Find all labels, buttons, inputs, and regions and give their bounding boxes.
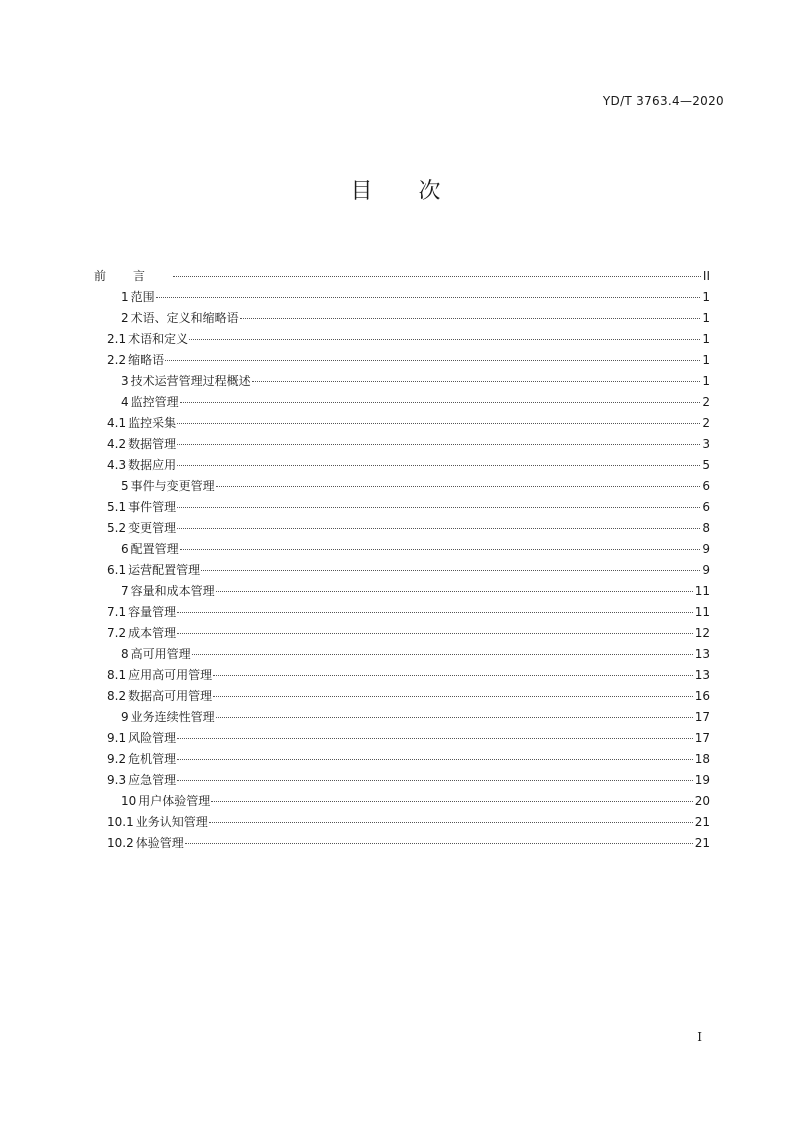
toc-entry[interactable] <box>94 686 710 707</box>
toc-leader-dots <box>177 507 700 508</box>
toc-entry-title <box>94 266 172 287</box>
toc-entry-label: 变更管理 <box>128 521 177 535</box>
toc-entry-number: 1 <box>121 290 129 304</box>
toc-entry-number: 5 <box>121 479 129 493</box>
toc-leader-dots <box>177 612 693 613</box>
toc-entry-title <box>121 644 191 665</box>
toc-entry-label: 前言 <box>94 269 173 283</box>
toc-entry-number: 7.2 <box>107 626 127 640</box>
toc-entry-page: 1 <box>702 374 710 388</box>
toc-entry-label: 监控采集 <box>128 416 177 430</box>
toc-entry-number: 6.1 <box>107 563 127 577</box>
toc-entry-label: 用户体验管理 <box>138 794 211 808</box>
toc-entry-number: 4.1 <box>107 416 127 430</box>
toc-entry-title <box>107 497 176 518</box>
toc-leader-dots <box>177 423 700 424</box>
toc-entry[interactable] <box>94 770 710 791</box>
toc-leader-dots <box>165 360 700 361</box>
toc-entry-label: 风险管理 <box>128 731 177 745</box>
toc-entry-number: 9.3 <box>107 773 127 787</box>
toc-entry-label: 技术运营管理过程概述 <box>130 374 251 388</box>
toc-entry-page: 19 <box>694 773 710 787</box>
toc-entry-label: 监控管理 <box>130 395 179 409</box>
toc-entry-title <box>107 833 184 854</box>
toc-entry-page: 1 <box>702 353 710 367</box>
toc-entry-title <box>107 749 176 770</box>
toc-leader-dots <box>213 675 693 676</box>
toc-entry[interactable] <box>94 287 710 308</box>
toc-entry-title <box>107 350 164 371</box>
toc-entry-page: 17 <box>694 731 710 745</box>
page-title <box>0 174 793 205</box>
toc-entry[interactable] <box>94 749 710 770</box>
toc-entry-label: 范围 <box>130 290 155 304</box>
toc-entry[interactable] <box>94 644 710 665</box>
toc-entry-title <box>121 308 239 329</box>
toc-entry-page: 11 <box>694 605 710 619</box>
toc-leader-dots <box>252 381 701 382</box>
toc-entry-number: 3 <box>121 374 129 388</box>
toc-entry-title <box>121 287 155 308</box>
toc-entry-page: 6 <box>702 479 710 493</box>
toc-leader-dots <box>177 633 693 634</box>
toc-entry-page: 17 <box>694 710 710 724</box>
toc-leader-dots <box>156 297 701 298</box>
toc-entry-page: 21 <box>694 815 710 829</box>
toc-entry-number: 10.2 <box>107 836 134 850</box>
toc-entry[interactable] <box>94 455 710 476</box>
toc-entry-page: 1 <box>702 332 710 346</box>
toc-entry-number: 4.2 <box>107 437 127 451</box>
toc-entry[interactable] <box>94 728 710 749</box>
toc-leader-dots <box>216 591 693 592</box>
toc-entry-page: 1 <box>702 311 710 325</box>
toc-entry[interactable] <box>94 266 710 287</box>
toc-entry-label: 事件与变更管理 <box>130 479 215 493</box>
toc-leader-dots <box>180 549 701 550</box>
toc-entry-page: 12 <box>694 626 710 640</box>
toc-entry-label: 高可用管理 <box>130 647 191 661</box>
table-of-contents <box>94 266 710 854</box>
toc-entry-number: 7.1 <box>107 605 127 619</box>
toc-entry-title <box>107 518 176 539</box>
toc-entry-number: 2.2 <box>107 353 127 367</box>
toc-entry-page: 9 <box>702 563 710 577</box>
toc-entry-label: 体验管理 <box>135 836 184 850</box>
toc-leader-dots <box>180 402 701 403</box>
toc-entry[interactable] <box>94 560 710 581</box>
toc-entry-title <box>107 686 212 707</box>
toc-entry[interactable] <box>94 539 710 560</box>
toc-entry-page: 11 <box>694 584 710 598</box>
toc-entry-page: 3 <box>702 437 710 451</box>
toc-entry-number: 8.2 <box>107 689 127 703</box>
toc-entry-label: 应急管理 <box>128 773 177 787</box>
toc-entry-title <box>121 392 179 413</box>
toc-entry-page: 2 <box>702 395 710 409</box>
toc-leader-dots <box>211 801 692 802</box>
toc-leader-dots <box>177 528 700 529</box>
toc-leader-dots <box>209 822 693 823</box>
toc-entry-number: 4.3 <box>107 458 127 472</box>
toc-entry-number: 8 <box>121 647 129 661</box>
page-number: I <box>697 1030 702 1044</box>
toc-entry-number: 5.2 <box>107 521 127 535</box>
toc-entry-number: 9 <box>121 710 129 724</box>
toc-leader-dots <box>173 276 701 277</box>
toc-entry-number: 10 <box>121 794 137 808</box>
toc-leader-dots <box>240 318 701 319</box>
toc-entry-title <box>107 329 188 350</box>
toc-entry[interactable] <box>94 812 710 833</box>
toc-entry-page: 8 <box>702 521 710 535</box>
toc-entry[interactable] <box>94 791 710 812</box>
toc-entry-page: 20 <box>694 794 710 808</box>
toc-entry-label: 配置管理 <box>130 542 179 556</box>
toc-leader-dots <box>216 486 701 487</box>
toc-entry-page: 13 <box>694 647 710 661</box>
toc-entry-label: 数据应用 <box>128 458 177 472</box>
toc-entry[interactable] <box>94 434 710 455</box>
page-title-char-1: 目 <box>350 179 375 204</box>
toc-entry[interactable] <box>94 497 710 518</box>
toc-entry-label: 业务连续性管理 <box>130 710 215 724</box>
toc-entry-title <box>121 791 210 812</box>
toc-entry-number: 7 <box>121 584 129 598</box>
toc-entry-page: 5 <box>702 458 710 472</box>
toc-leader-dots <box>177 738 693 739</box>
toc-entry-title <box>121 371 251 392</box>
toc-entry-title <box>121 476 215 497</box>
toc-leader-dots <box>177 759 693 760</box>
toc-entry-label: 缩略语 <box>128 353 165 367</box>
toc-entry-label: 术语、定义和缩略语 <box>130 311 239 325</box>
toc-entry[interactable] <box>94 476 710 497</box>
toc-entry-title <box>121 581 215 602</box>
toc-leader-dots <box>185 843 693 844</box>
toc-entry-title <box>107 602 176 623</box>
toc-entry[interactable] <box>94 308 710 329</box>
toc-entry-page: 1 <box>702 290 710 304</box>
toc-entry-page: 13 <box>694 668 710 682</box>
toc-entry[interactable] <box>94 371 710 392</box>
toc-entry[interactable] <box>94 413 710 434</box>
toc-entry-number: 4 <box>121 395 129 409</box>
toc-entry[interactable] <box>94 581 710 602</box>
toc-entry-label: 容量和成本管理 <box>130 584 215 598</box>
toc-entry-number: 9.1 <box>107 731 127 745</box>
toc-entry-label: 术语和定义 <box>128 332 189 346</box>
toc-entry-page: II <box>702 269 710 283</box>
toc-entry-label: 危机管理 <box>128 752 177 766</box>
toc-entry[interactable] <box>94 350 710 371</box>
toc-entry-page: 16 <box>694 689 710 703</box>
toc-leader-dots <box>189 339 700 340</box>
toc-leader-dots <box>192 654 693 655</box>
toc-entry-number: 5.1 <box>107 500 127 514</box>
toc-leader-dots <box>177 780 693 781</box>
toc-leader-dots <box>216 717 693 718</box>
toc-entry-page: 9 <box>702 542 710 556</box>
toc-entry[interactable] <box>94 518 710 539</box>
toc-entry-title <box>107 812 208 833</box>
toc-entry-label: 数据高可用管理 <box>128 689 213 703</box>
toc-entry-number: 9.2 <box>107 752 127 766</box>
page-title-char-2: 次 <box>418 179 443 204</box>
toc-entry-title <box>107 413 176 434</box>
toc-entry-label: 运营配置管理 <box>128 563 201 577</box>
toc-entry[interactable] <box>94 665 710 686</box>
toc-entry-page: 21 <box>694 836 710 850</box>
toc-leader-dots <box>177 465 700 466</box>
toc-entry-title <box>107 728 176 749</box>
toc-entry[interactable] <box>94 707 710 728</box>
toc-entry-page: 6 <box>702 500 710 514</box>
toc-entry-number: 6 <box>121 542 129 556</box>
toc-entry-label: 事件管理 <box>128 500 177 514</box>
toc-entry-title <box>121 707 215 728</box>
toc-entry[interactable] <box>94 602 710 623</box>
toc-entry-label: 应用高可用管理 <box>128 668 213 682</box>
toc-entry-title <box>107 455 176 476</box>
toc-entry-title <box>107 434 176 455</box>
toc-entry-title <box>107 770 176 791</box>
toc-entry[interactable] <box>94 329 710 350</box>
toc-leader-dots <box>177 444 700 445</box>
toc-entry-title <box>121 539 179 560</box>
toc-entry-label: 数据管理 <box>128 437 177 451</box>
toc-entry-page: 18 <box>694 752 710 766</box>
standard-code: YD/T 3763.4—2020 <box>602 94 724 108</box>
toc-entry-page: 2 <box>702 416 710 430</box>
toc-entry[interactable] <box>94 833 710 854</box>
toc-leader-dots <box>201 570 700 571</box>
toc-entry-number: 2 <box>121 311 129 325</box>
toc-entry-label: 业务认知管理 <box>135 815 208 829</box>
toc-entry[interactable] <box>94 392 710 413</box>
toc-entry-title <box>107 560 200 581</box>
toc-entry-title <box>107 665 212 686</box>
toc-entry-number: 10.1 <box>107 815 134 829</box>
toc-entry-number: 8.1 <box>107 668 127 682</box>
toc-entry-label: 容量管理 <box>128 605 177 619</box>
toc-entry[interactable] <box>94 623 710 644</box>
toc-entry-label: 成本管理 <box>128 626 177 640</box>
toc-leader-dots <box>213 696 693 697</box>
toc-entry-title <box>107 623 176 644</box>
toc-entry-number: 2.1 <box>107 332 127 346</box>
